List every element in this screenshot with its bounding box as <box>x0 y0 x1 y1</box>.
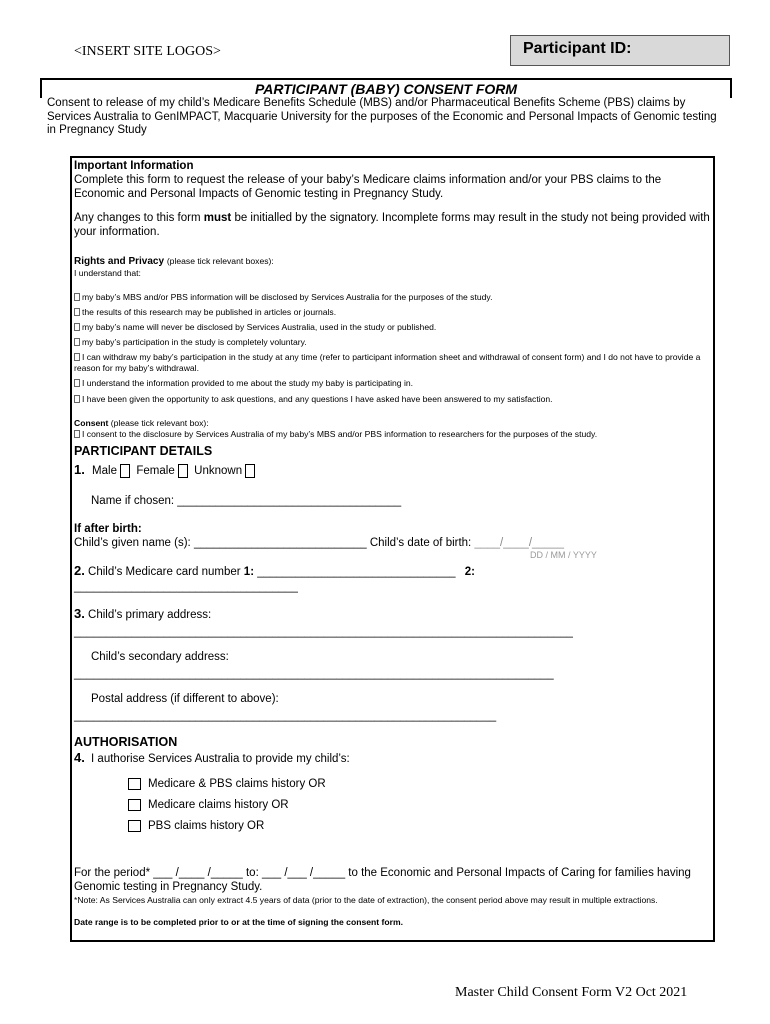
gender-row <box>74 463 258 478</box>
male-checkbox[interactable] <box>120 464 130 478</box>
checkbox[interactable] <box>74 395 80 403</box>
checkbox[interactable] <box>128 820 141 832</box>
rights-item-text: my baby’s MBS and/or PBS information will be disclosed by Services Australia for the purposes of the study. <box>82 292 493 302</box>
checkbox[interactable] <box>74 323 80 331</box>
question-1-number: 1. <box>74 462 85 477</box>
primary-address-label: Child’s primary address: <box>88 609 212 621</box>
postal-address-field[interactable]: __________________________________________________________________ <box>74 710 497 722</box>
female-checkbox[interactable] <box>178 464 188 478</box>
rights-item-text: I understand the information provided to me about the study my baby is participating in. <box>82 378 414 388</box>
checkbox[interactable] <box>74 353 80 361</box>
checkbox[interactable] <box>74 308 80 316</box>
authorise-text: I authorise Services Australia to provide my child’s: <box>91 753 350 765</box>
consent-item-text: I consent to the disclosure by Services Australia of my baby’s MBS and/or PBS information to researchers for the purposes of the study. <box>82 429 598 439</box>
auth-option-label: Medicare & PBS claims history OR <box>148 778 326 790</box>
footer-version: Master Child Consent Form V2 Oct 2021 <box>455 985 688 1000</box>
site-logos-placeholder: <INSERT SITE LOGOS> <box>74 44 221 59</box>
unknown-label: Unknown <box>194 465 243 477</box>
authorisation-heading: AUTHORISATION <box>74 735 178 749</box>
medicare-2-label: 2: <box>464 566 475 578</box>
rights-item-text: the results of this research may be published in articles or journals. <box>82 307 337 317</box>
dob-format-hint: DD / MM / YYYY <box>530 550 597 560</box>
male-label: Male <box>92 465 117 477</box>
rights-item[interactable] <box>74 337 710 348</box>
auth-option[interactable] <box>128 819 264 833</box>
rights-item[interactable] <box>74 292 710 303</box>
rights-item-text: my baby’s name will never be disclosed by Services Australia, used in the study or published. <box>82 322 437 332</box>
checkbox[interactable] <box>128 799 141 811</box>
important-info-p2 <box>74 211 710 239</box>
p2-text-must: must <box>203 212 232 224</box>
form-title: PARTICIPANT (BABY) CONSENT FORM <box>40 78 732 98</box>
rights-understand: I understand that: <box>74 268 141 278</box>
consent-hint: (please tick relevant box): <box>110 418 209 428</box>
important-info-section <box>74 159 710 239</box>
female-label: Female <box>136 465 175 477</box>
rights-item[interactable] <box>74 378 710 389</box>
consent-heading-line <box>74 418 710 429</box>
given-name-dob-row <box>74 536 714 550</box>
participant-id-box[interactable]: Participant ID: <box>510 35 730 66</box>
extraction-note: *Note: As Services Australia can only extract 4.5 years of data (prior to the date of extraction), the consent period above may result in multiple extractions. <box>74 895 658 905</box>
participant-details-heading: PARTICIPANT DETAILS <box>74 444 213 458</box>
date-range-note: Date range is to be completed prior to or at the time of signing the consent form. <box>74 917 403 927</box>
medicare-label: Child’s Medicare card number <box>88 566 244 578</box>
rights-item[interactable] <box>74 322 710 333</box>
medicare-1-field[interactable]: _______________________________ <box>254 566 456 578</box>
auth-option[interactable] <box>128 798 289 812</box>
secondary-address-label: Child’s secondary address: <box>91 651 229 663</box>
period-field[interactable]: For the period* ___ /____ /_____ to: ___ /___ /_____ to the Economic and Personal Impacts of Caring for families having Genomic testing in Pregnancy Study. <box>74 867 691 893</box>
rights-item[interactable] <box>74 352 710 374</box>
consent-item[interactable] <box>74 429 710 440</box>
medicare-2-field[interactable]: ___________________________________ <box>74 581 298 593</box>
checkbox[interactable] <box>74 293 80 301</box>
postal-address-label: Postal address (if different to above): <box>91 693 279 705</box>
rights-list <box>74 292 710 405</box>
rights-item-text: my baby’s participation in the study is completely voluntary. <box>82 337 307 347</box>
p2-text-c: be initialled by the signatory. Incomplete forms may result in the study not being provided with your information. <box>74 212 710 238</box>
rights-item[interactable] <box>74 307 710 318</box>
rights-hint: (please tick relevant boxes): <box>166 256 274 266</box>
secondary-address-field[interactable]: ___________________________________________________________________________ <box>74 668 554 680</box>
primary-address-field[interactable]: ______________________________________________________________________________ <box>74 626 573 638</box>
rights-section <box>74 256 710 279</box>
important-info-heading: Important Information <box>74 160 194 172</box>
checkbox[interactable] <box>74 379 80 387</box>
consent-section <box>74 418 710 440</box>
question-4-number: 4. <box>74 750 85 765</box>
question-2-number: 2. <box>74 563 85 578</box>
unknown-checkbox[interactable] <box>245 464 255 478</box>
auth-option-label: PBS claims history OR <box>148 820 265 832</box>
p2-text-a: Any changes to this form <box>74 212 204 224</box>
given-name-field[interactable]: Child’s given name (s): ___________________________ Child’s date of birth: <box>74 537 475 549</box>
form-intro: Consent to release of my child’s Medicare Benefits Schedule (MBS) and/or Pharmaceutical Benefits Scheme (PBS) claims by Services Australia to GenIMPACT, Macquarie University for the purposes of the Economic and Personal Impacts of Genomic testing in Pregnancy Study <box>47 97 717 136</box>
rights-heading-line <box>74 256 710 268</box>
checkbox[interactable] <box>128 778 141 790</box>
important-info-p1: Complete this form to request the release of your baby’s Medicare claims information and/or your PBS claims to the Economic and Personal Impacts of Genomic testing in Pregnancy Study. <box>74 174 662 200</box>
medicare-row <box>74 564 475 579</box>
checkbox[interactable] <box>74 338 80 346</box>
checkbox[interactable] <box>74 430 80 438</box>
consent-heading: Consent <box>74 418 109 428</box>
authorise-row <box>74 751 350 766</box>
dob-field[interactable]: ____/____/_____ <box>474 537 564 549</box>
rights-heading: Rights and Privacy <box>74 256 165 267</box>
primary-address-row <box>74 607 211 622</box>
rights-item-text: I can withdraw my baby’s participation in the study at any time (refer to participant information sheet and withdrawal of consent form) and I do not have to provide a reason for my baby’s withdrawal. <box>74 352 701 373</box>
auth-option-label: Medicare claims history OR <box>148 799 289 811</box>
question-3-number: 3. <box>74 606 85 621</box>
medicare-1-label: 1: <box>243 566 255 578</box>
if-after-birth-label: If after birth: <box>74 523 142 535</box>
auth-option[interactable] <box>128 777 326 791</box>
name-if-chosen-field[interactable]: Name if chosen: ___________________________________ <box>91 495 402 507</box>
rights-item[interactable] <box>74 394 710 405</box>
rights-item-text: I have been given the opportunity to ask questions, and any questions I have asked have been answered to my satisfaction. <box>82 394 553 404</box>
